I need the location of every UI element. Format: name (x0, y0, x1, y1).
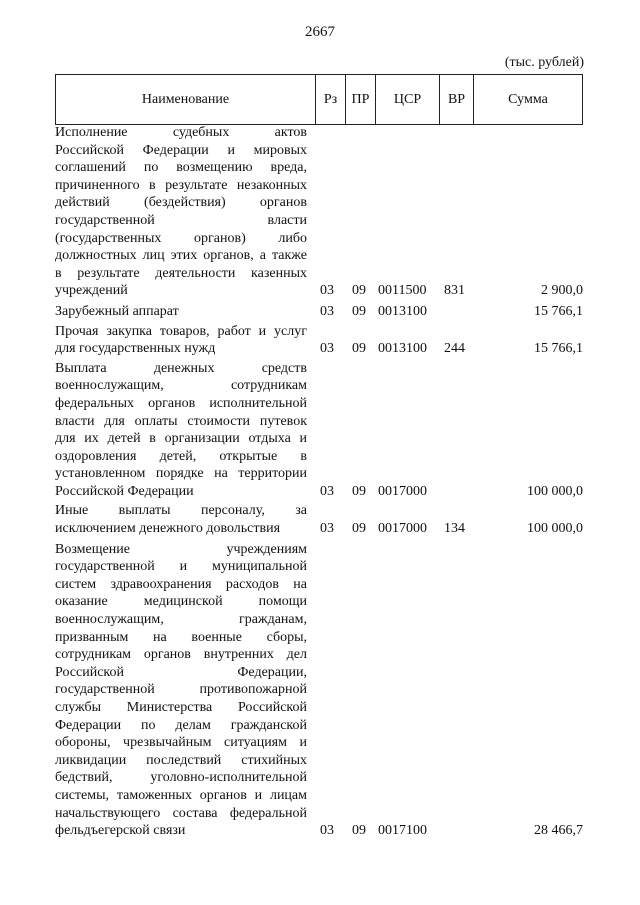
row-name-line: учреждений (55, 283, 128, 299)
table-header (55, 74, 583, 125)
row-csr: 0017000 (378, 521, 427, 537)
row-vr: 831 (444, 283, 465, 299)
row-name-line: должностных лиц этих органов, а также (55, 248, 307, 264)
row-name-line: военнослужащим, сотрудникам (55, 378, 307, 394)
row-name-line: соглашений по возмещению вреда, (55, 160, 307, 176)
row-name-line: военнослужащим, гражданам, (55, 612, 307, 628)
row-name (55, 541, 307, 840)
row-pr: 09 (352, 823, 366, 839)
row-name-line: бедствий, уголовно-исполнительной (55, 770, 307, 786)
row-name-line: для государственных нужд (55, 341, 216, 357)
row-name-line: ликвидации последствий стихийных (55, 752, 307, 768)
row-name-line: оказание медицинской помощи (55, 594, 307, 610)
row-sum: 28 466,7 (534, 823, 583, 839)
row-name-line: федеральных органов исполнительной (55, 395, 307, 411)
row-name-line: Исполнение судебных актов (55, 125, 307, 140)
row-pr: 09 (352, 341, 366, 357)
row-name-line: систем здравоохранения расходов на (55, 576, 307, 592)
row-name-line: системы, таможенных органов и лицам (55, 787, 307, 803)
row-vr: 244 (444, 341, 465, 357)
table-row (55, 541, 583, 840)
row-csr: 0017000 (378, 483, 427, 499)
table-row (55, 323, 583, 358)
row-name-line: государственной и муниципальной (55, 559, 307, 575)
row-name-line: установленном порядке на территории (55, 466, 307, 482)
row-pr: 09 (352, 303, 366, 319)
page-number: 2667 (305, 24, 335, 40)
row-csr: 0017100 (378, 823, 427, 839)
row-name-line: обороны, чрезвычайным ситуациям и (55, 735, 307, 751)
row-csr: 0013100 (378, 341, 427, 357)
row-name (55, 360, 307, 501)
row-name-line: государственной власти (55, 212, 307, 228)
row-name-line: Российской Федерации и мировых (55, 142, 307, 158)
row-rz: 03 (320, 303, 334, 319)
row-rz: 03 (320, 341, 334, 357)
row-sum: 15 766,1 (534, 303, 583, 319)
row-name-line: Федерации по делам гражданской (55, 717, 307, 733)
row-rz: 03 (320, 483, 334, 499)
header-vr: ВР (439, 75, 473, 124)
row-name-line: Прочая закупка товаров, работ и услуг (55, 323, 307, 339)
row-sum: 100 000,0 (527, 483, 583, 499)
row-name-line: Иные выплаты персоналу, за (55, 503, 307, 519)
row-name-line: Выплата денежных средств (55, 360, 307, 376)
row-name-line: власти для оплаты стоимости путевок (55, 413, 307, 429)
row-name-line: Зарубежный аппарат (55, 303, 179, 319)
row-name-line: в результате деятельности казенных (55, 265, 307, 281)
header-rz: Рз (315, 75, 345, 124)
row-name (55, 502, 307, 537)
header-pr: ПР (345, 75, 375, 124)
header-sum: Сумма (473, 75, 583, 124)
row-name-line: причиненного в результате незаконных (55, 177, 307, 193)
header-name: Наименование (55, 75, 315, 124)
row-vr: 134 (444, 521, 465, 537)
row-name (55, 323, 307, 358)
row-name-line: Российской Федерации (55, 483, 194, 499)
row-name-line: службы Министерства Российской (55, 700, 307, 715)
row-pr: 09 (352, 521, 366, 537)
row-sum: 15 766,1 (534, 341, 583, 357)
table-body (55, 124, 583, 840)
row-pr: 09 (352, 483, 366, 499)
row-sum: 2 900,0 (541, 283, 583, 299)
row-name-line: Российской Федерации, (55, 664, 307, 680)
row-name-line: сотрудникам органов внутренних дел (55, 647, 307, 663)
row-name (55, 124, 307, 300)
header-csr: ЦСР (375, 75, 439, 124)
row-rz: 03 (320, 521, 334, 537)
units-label: (тыс. рублей) (504, 55, 584, 70)
row-name-line: действий (бездействия) органов (55, 195, 307, 211)
row-pr: 09 (352, 283, 366, 299)
row-name-line: (государственных органов) либо (55, 230, 307, 246)
table-row (55, 502, 583, 537)
row-name-line: оздоровления детей, открытые в (55, 448, 307, 464)
table-row (55, 303, 583, 321)
row-name-line: Возмещение учреждениям (55, 541, 307, 557)
row-name-line: для их детей в организации отдыха и (55, 431, 307, 447)
row-csr: 0013100 (378, 303, 427, 319)
row-name-line: начальствующего состава федеральной (55, 805, 307, 821)
row-name-line: государственной противопожарной (55, 682, 307, 698)
row-name-line: фельдъегерской связи (55, 823, 186, 839)
table-row (55, 124, 583, 300)
row-name (55, 303, 307, 321)
row-name-line: призванным на военные сборы, (55, 629, 307, 645)
row-rz: 03 (320, 283, 334, 299)
row-csr: 0011500 (378, 283, 427, 299)
row-rz: 03 (320, 823, 334, 839)
row-sum: 100 000,0 (527, 521, 583, 537)
table-row (55, 360, 583, 501)
row-name-line: исключением денежного довольствия (55, 521, 281, 537)
